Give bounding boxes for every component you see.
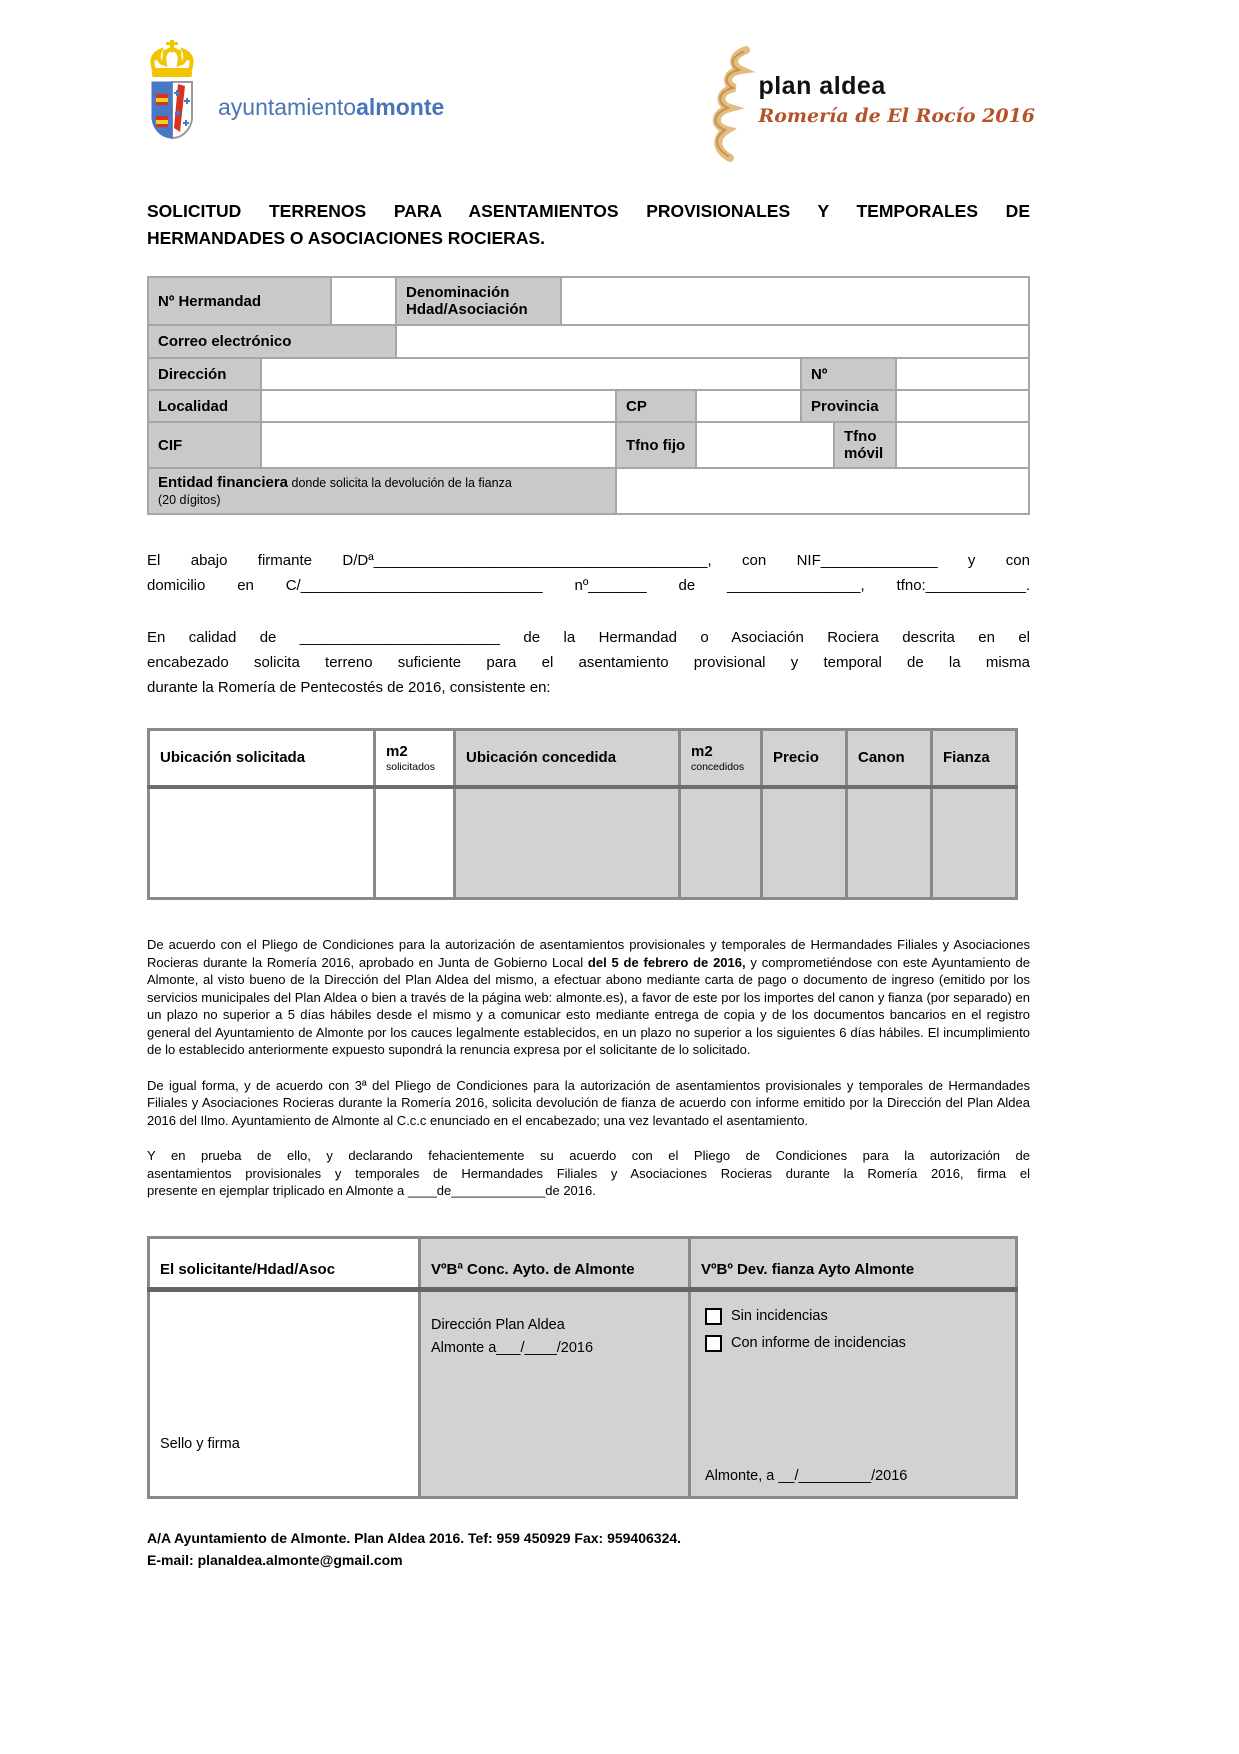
ubicacion-concedida-cell[interactable] (455, 787, 680, 899)
entidad-rest: donde solicita la devolución de la fianza (288, 476, 512, 490)
col-header-ubicacion-concedida: Ubicación concedida (455, 730, 680, 787)
header (140, 38, 1035, 156)
con-informe-checkbox[interactable] (705, 1335, 722, 1352)
label-denominacion (396, 277, 561, 325)
calidad-line-3: durante la Romería de Pentecostés de 2016, consistente en: (147, 679, 551, 696)
sin-incidencias-checkbox[interactable] (705, 1308, 722, 1325)
plan-aldea-text (758, 72, 1035, 127)
label-localidad: Localidad (148, 390, 261, 422)
cp-input[interactable] (696, 390, 801, 422)
numero-input[interactable] (896, 358, 1029, 390)
fianza-cell[interactable] (932, 787, 1017, 899)
canon-cell[interactable] (847, 787, 932, 899)
paragraph-devolucion-fianza: De igual forma, y de acuerdo con 3ª del Pliego de Condiciones para la autorización de asentamientos provisionales y temporales de Hermandades Filiales y Asociaciones Rocieras durante la Romería 2016, solicita devolución de fianza de acuerdo con informe emitido por la Dirección del Plan Aldea 2016 del Ilmo. Ayuntamiento de Almonte al C.c.c enunciado en el encabezado; una vez levantado el asentamiento. (147, 1077, 1030, 1128)
label-numero: Nº (801, 358, 896, 390)
legal1-post: y comprometiéndose con este Ayuntamiento de Almonte, al visto bueno de la Dirección del Plan Aldea del mismo, a efectuar abono mediante carta de pago o documento de ingreso (emitido por los servicios municipales del Plan Aldea o bien a través de la página web: almonte.es), a favor de este por los importes del canon y fianza (por separado) en un plazo no superior a 5 días hábiles desde el mismo y a comunicar esto mediante entrega de copia y de los documentos bancarios en el registro general del Ayuntamiento de Almonte por los cauces legalmente establecidos, en un plazo no superior a los siguientes 6 días hábiles. El incumplimiento de lo establecido anteriormente expuesto supondrá la renuncia expresa por el solicitante de lo solicitado. (147, 954, 1031, 1057)
localidad-input[interactable] (261, 390, 616, 422)
col-header-canon: Canon (847, 730, 932, 787)
plan-aldea-title: plan aldea (758, 72, 886, 100)
paragraph-prueba-firma (147, 1147, 1030, 1200)
tfno-fijo-input[interactable] (696, 422, 834, 468)
calidad-line-2: encabezado solicita terreno suficiente para el asentamiento provisional y temporal de la misma (147, 654, 1030, 671)
applicant-details-table (147, 276, 1030, 515)
precio-cell[interactable] (762, 787, 847, 899)
denominacion-input[interactable] (561, 277, 1029, 325)
m2-concedidos-sub: concedidos (691, 760, 745, 773)
legal1-bold-date: del 5 de febrero de 2016, (587, 954, 746, 970)
firmante-line-2: domicilio en C/_____________________________ nº_______ de ________________, tfno:____________. (147, 577, 1030, 594)
title-line-2: HERMANDADES O ASOCIACIONES ROCIERAS. (147, 228, 545, 248)
logo-text-bold: almonte (356, 93, 445, 120)
entidad-digitos: (20 dígitos) (158, 493, 221, 507)
ayuntamiento-logo (140, 38, 444, 150)
cif-input[interactable] (261, 422, 616, 468)
almonte-crest-icon (140, 38, 204, 150)
col-header-precio: Precio (762, 730, 847, 787)
label-n-hermandad: Nº Hermandad (148, 277, 331, 325)
title-line-1: SOLICITUD TERRENOS PARA ASENTAMIENTOS PROVISIONALES Y TEMPORALES DE (147, 201, 1030, 221)
entidad-financiera-input[interactable] (616, 468, 1029, 514)
label-tfno-fijo: Tfno fijo (616, 422, 696, 468)
m2-solicitados-sub: solicitados (386, 760, 436, 773)
label-correo: Correo electrónico (148, 325, 396, 358)
tfno-movil-input[interactable] (896, 422, 1029, 468)
label-entidad-financiera (148, 468, 616, 514)
direccion-input[interactable] (261, 358, 801, 390)
calidad-line-1: En calidad de ________________________ de la Hermandad o Asociación Rociera descrita en el (147, 629, 1030, 646)
document-title (147, 198, 1030, 252)
col-header-fianza: Fianza (932, 730, 1017, 787)
denominacion-line2: Hdad/Asociación (406, 301, 528, 318)
sin-incidencias-label: Sin incidencias (731, 1308, 828, 1324)
fecha-direccion-label: Almonte a___/____/2016 (431, 1339, 594, 1356)
col-header-m2-solicitados (375, 730, 455, 787)
footer-line-2: E-mail: planaldea.almonte@gmail.com (147, 1551, 403, 1568)
footer-line-1: A/A Ayuntamiento de Almonte. Plan Aldea 2016. Tef: 959 450929 Fax: 959406324. (147, 1529, 682, 1546)
fecha-devolucion-label: Almonte, a __/_________/2016 (705, 1467, 908, 1484)
ayuntamiento-logo-text (218, 94, 444, 121)
plan-aldea-subtitle: Romería de El Rocío 2016 (758, 105, 1035, 127)
provincia-input[interactable] (896, 390, 1029, 422)
col-header-solicitante: El solicitante/Hdad/Asoc (149, 1237, 420, 1289)
label-provincia: Provincia (801, 390, 896, 422)
label-cif: CIF (148, 422, 261, 468)
paragraph-firmante (147, 548, 1030, 598)
label-tfno-movil: Tfno móvil (834, 422, 896, 468)
denominacion-line1: Denominación (406, 284, 510, 301)
sello-y-firma-label: Sello y firma (160, 1435, 240, 1452)
paragraph-calidad (147, 625, 1030, 700)
paragraph-pliego-condiciones (147, 936, 1030, 1059)
prueba-line-2: asentamientos provisionales y temporales de Hermandades Filiales y Asociaciones Rocieras durante la Romería 2016, firma el (147, 1165, 1030, 1181)
m2-concedidos-cell[interactable] (680, 787, 762, 899)
ubicacion-solicitada-input[interactable] (149, 787, 375, 899)
legal1-pre: De acuerdo con el Pliego de Condiciones para la autorización de asentamientos provisionales y temporales de Hermandades Filiales y Asociaciones Rocieras durante la Romería 2016, aprobado en Junta de Gobierno Local (147, 937, 1030, 970)
solicitante-signature-cell[interactable] (149, 1289, 420, 1497)
footer-contact (147, 1527, 1030, 1571)
col-header-ubicacion-solicitada: Ubicación solicitada (149, 730, 375, 787)
col-header-vb-devolucion: VºBº Dev. fianza Ayto Almonte (690, 1237, 1017, 1289)
direccion-plan-aldea-cell[interactable] (420, 1289, 690, 1497)
prueba-line-1: Y en prueba de ello, y declarando fehacientemente su acuerdo con el Pliego de Condiciones para la autorización de (147, 1148, 1030, 1163)
entidad-bold: Entidad financiera (158, 474, 289, 491)
sin-incidencias-row (705, 1308, 1007, 1325)
n-hermandad-input[interactable] (331, 277, 396, 325)
devolucion-fianza-content (691, 1292, 1015, 1494)
label-cp: CP (616, 390, 696, 422)
plan-aldea-swirl-icon (686, 44, 764, 162)
con-informe-row (705, 1335, 1007, 1352)
con-informe-label: Con informe de incidencias (731, 1335, 906, 1351)
plan-aldea-logo (686, 44, 1035, 162)
signature-table (147, 1236, 1018, 1499)
m2-solicitados-input[interactable] (375, 787, 455, 899)
logo-text-regular: ayuntamiento (218, 93, 357, 120)
firmante-line-1: El abajo firmante D/Dª________________________________________, con NIF______________ y con (147, 552, 1030, 569)
direccion-plan-aldea-label: Dirección Plan Aldea (431, 1316, 565, 1333)
prueba-line-3: presente en ejemplar triplicado en Almonte a ____de_____________de 2016. (147, 1183, 596, 1198)
devolucion-fianza-cell[interactable] (690, 1289, 1017, 1497)
label-direccion: Dirección (148, 358, 261, 390)
m2-concedidos-main: m2 (691, 742, 713, 760)
land-allocation-table (147, 728, 1018, 900)
col-header-vb-concejal: VºBª Conc. Ayto. de Almonte (420, 1237, 690, 1289)
correo-input[interactable] (396, 325, 1029, 358)
m2-solicitados-main: m2 (386, 742, 408, 760)
col-header-m2-concedidos (680, 730, 762, 787)
